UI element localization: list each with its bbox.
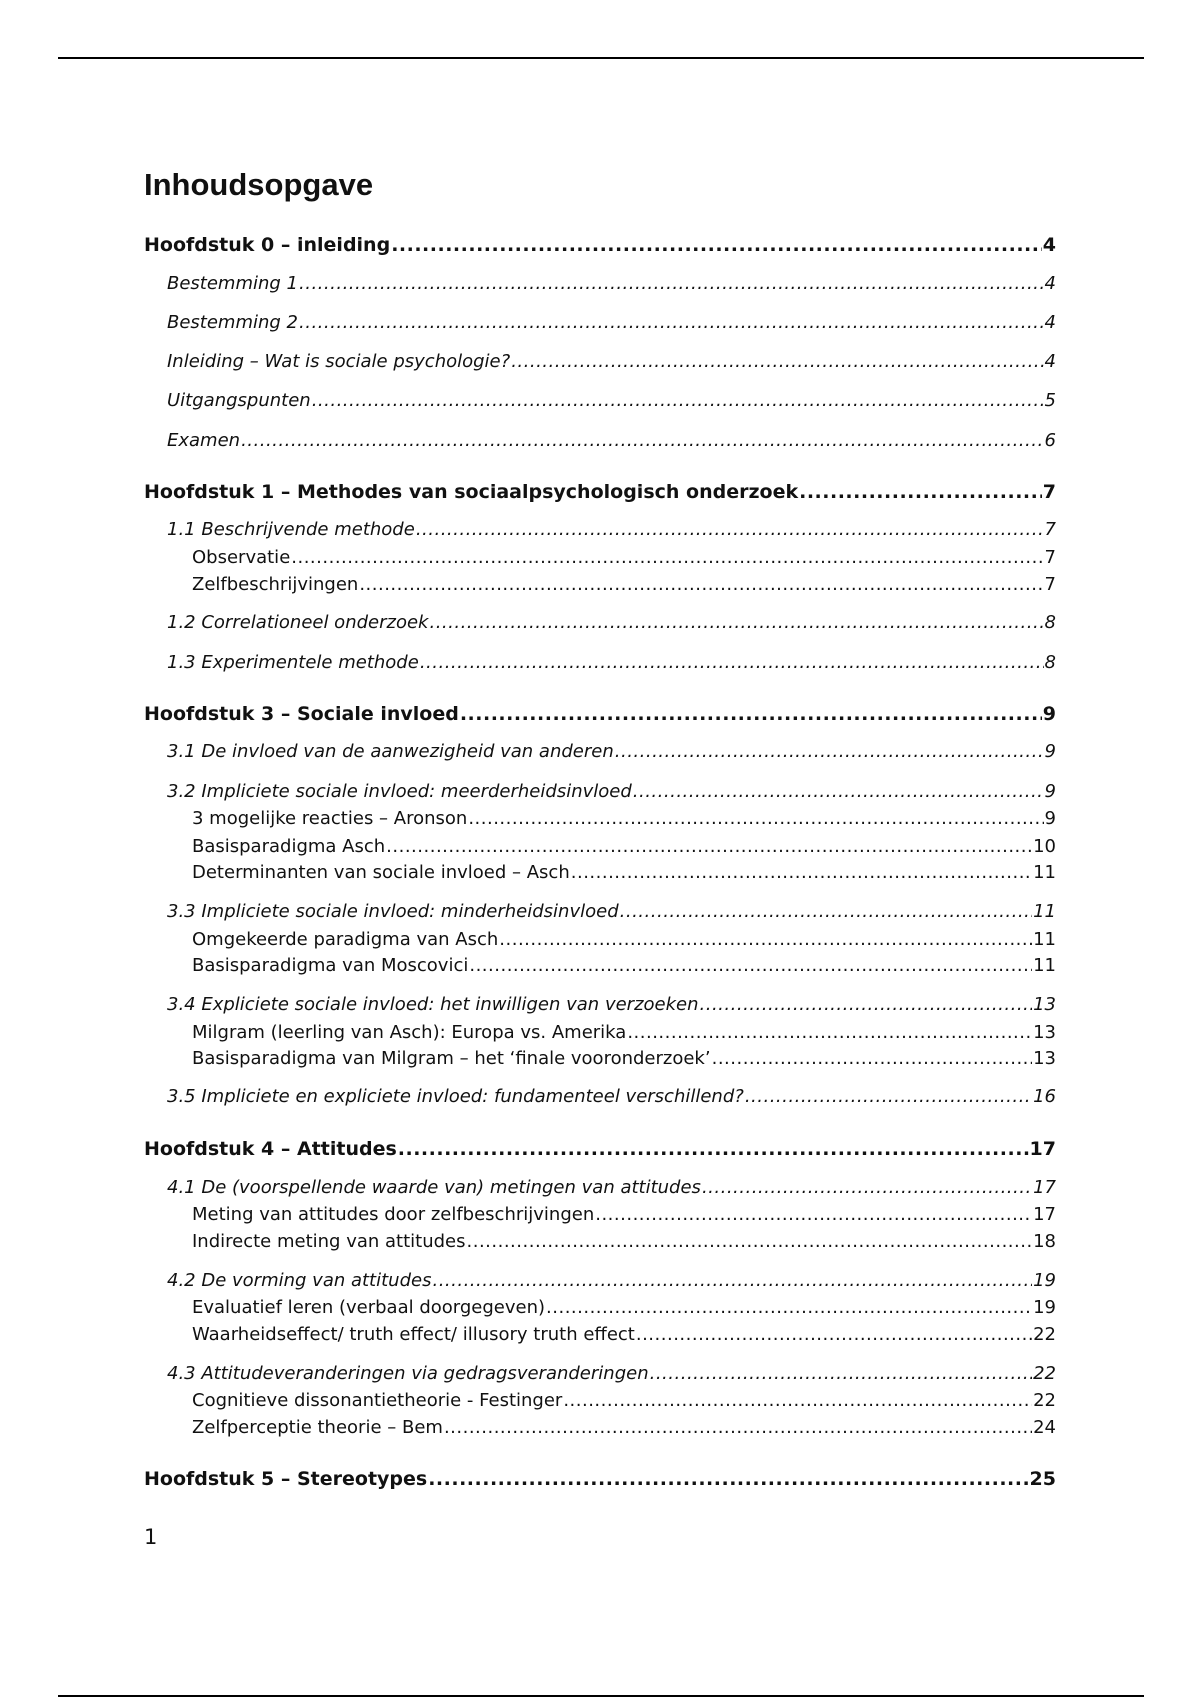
toc-section[interactable] <box>167 429 1056 453</box>
toc-chapter[interactable] <box>144 702 1056 726</box>
toc-entry-page: 11 <box>1033 862 1056 883</box>
toc-entry-text: Observatie <box>192 547 291 568</box>
toc-section[interactable] <box>167 1085 1056 1109</box>
toc-section[interactable] <box>167 651 1056 675</box>
toc-entry-page: 4 <box>1044 273 1056 294</box>
toc-entry-text: Basisparadigma van Moscovici <box>192 955 469 976</box>
dot-leader <box>615 740 1044 764</box>
toc-entry-text: Determinanten van sociale invloed – Asch <box>192 862 570 883</box>
toc-entry-text: 1.2 Correlationeel onderzoek <box>167 612 429 633</box>
toc-entry-text: 1.3 Experimentele methode <box>167 652 419 673</box>
toc-entry-text: Inleiding – Wat is sociale psychologie? <box>167 351 511 372</box>
toc-subsection[interactable] <box>192 1323 1056 1347</box>
dot-leader <box>429 611 1043 635</box>
toc-entry-page: 22 <box>1033 1363 1056 1384</box>
toc-entry-page: 13 <box>1033 1048 1056 1069</box>
toc-title: Inhoudsopgave <box>144 167 374 202</box>
dot-leader <box>799 480 1042 504</box>
toc-section[interactable] <box>167 1362 1056 1386</box>
toc-entry-page: 18 <box>1033 1231 1056 1252</box>
toc-entry-text: 3.5 Impliciete en expliciete invloed: fundamenteel verschillend? <box>167 1086 744 1107</box>
toc-subsection[interactable] <box>192 1021 1056 1045</box>
dot-leader <box>745 1085 1032 1109</box>
toc-entry-page: 13 <box>1033 994 1056 1015</box>
toc-entry-page: 11 <box>1033 955 1056 976</box>
dot-leader <box>460 702 1042 726</box>
dot-leader <box>633 780 1044 804</box>
footer-rule <box>58 1695 1144 1697</box>
toc-entry-page: 9 <box>1044 781 1056 802</box>
toc-entry-text: Evaluatief leren (verbaal doorgegeven) <box>192 1297 546 1318</box>
toc-entry-text: Meting van attitudes door zelfbeschrijvingen <box>192 1204 595 1225</box>
dot-leader <box>299 272 1044 296</box>
toc-section[interactable] <box>167 900 1056 924</box>
toc-chapter[interactable] <box>144 480 1056 504</box>
toc-entry-page: 8 <box>1044 612 1056 633</box>
toc-entry-page: 9 <box>1044 741 1056 762</box>
toc-entry-page: 4 <box>1044 312 1056 333</box>
toc-entry-text: Milgram (leerling van Asch): Europa vs. Amerika <box>192 1022 627 1043</box>
toc-entry-page: 4 <box>1044 351 1056 372</box>
dot-leader <box>700 993 1033 1017</box>
toc-entry-text: Examen <box>167 430 241 451</box>
toc-entry-text: Basisparadigma van Milgram – het ‘finale vooronderzoek’ <box>192 1048 711 1069</box>
dot-leader <box>359 573 1043 597</box>
dot-leader <box>391 233 1042 257</box>
toc-subsection[interactable] <box>192 573 1056 597</box>
toc-entry-text: Indirecte meting van attitudes <box>192 1231 466 1252</box>
toc-entry-text: Bestemming 2 <box>167 312 299 333</box>
toc-subsection[interactable] <box>192 928 1056 952</box>
toc-subsection[interactable] <box>192 1389 1056 1413</box>
toc-section[interactable] <box>167 350 1056 374</box>
toc-entry-page: 22 <box>1033 1390 1056 1411</box>
toc-entry-page: 11 <box>1033 901 1056 922</box>
toc-chapter[interactable] <box>144 233 1056 257</box>
toc-section[interactable] <box>167 272 1056 296</box>
dot-leader <box>299 311 1044 335</box>
toc-entry-text: 3.1 De invloed van de aanwezigheid van anderen <box>167 741 614 762</box>
toc-entry-page: 9 <box>1044 808 1056 829</box>
dot-leader <box>469 954 1032 978</box>
dot-leader <box>499 928 1032 952</box>
toc-entry-text: 3.2 Impliciete sociale invloed: meerderheidsinvloed <box>167 781 632 802</box>
toc-section[interactable] <box>167 1176 1056 1200</box>
dot-leader <box>595 1203 1032 1227</box>
toc-entry-page: 7 <box>1042 481 1056 503</box>
dot-leader <box>627 1021 1032 1045</box>
dot-leader <box>444 1416 1032 1440</box>
toc-entry-page: 9 <box>1042 703 1056 725</box>
toc-entry-text: Bestemming 1 <box>167 273 299 294</box>
dot-leader <box>241 429 1043 453</box>
header-rule <box>58 57 1144 59</box>
toc-entry-page: 5 <box>1044 390 1056 411</box>
dot-leader <box>546 1296 1032 1320</box>
toc-entry-text: 3.3 Impliciete sociale invloed: minderheidsinvloed <box>167 901 619 922</box>
dot-leader <box>712 1047 1033 1071</box>
toc-entry-text: Hoofdstuk 0 – inleiding <box>144 234 391 256</box>
toc-section[interactable] <box>167 993 1056 1017</box>
toc-entry-page: 6 <box>1044 430 1056 451</box>
toc-entry-page: 22 <box>1033 1324 1056 1345</box>
toc-entry-page: 11 <box>1033 929 1056 950</box>
toc-entry-page: 19 <box>1033 1297 1056 1318</box>
toc-subsection[interactable] <box>192 1230 1056 1254</box>
toc-entry-text: 4.3 Attitudeveranderingen via gedragsveranderingen <box>167 1363 649 1384</box>
dot-leader <box>650 1362 1032 1386</box>
dot-leader <box>467 1230 1033 1254</box>
toc-entry-text: Cognitieve dissonantietheorie - Festinger <box>192 1390 563 1411</box>
toc-entry-text: 1.1 Beschrijvende methode <box>167 519 415 540</box>
dot-leader <box>398 1137 1029 1161</box>
toc-entry-text: 3.4 Expliciete sociale invloed: het inwilligen van verzoeken <box>167 994 699 1015</box>
toc-entry-text: Hoofdstuk 1 – Methodes van sociaalpsychologisch onderzoek <box>144 481 799 503</box>
dot-leader <box>511 350 1043 374</box>
toc-entry-page: 17 <box>1029 1138 1056 1160</box>
toc-section[interactable] <box>167 1269 1056 1293</box>
toc-entry-text: Zelfperceptie theorie – Bem <box>192 1417 443 1438</box>
toc-entry-page: 19 <box>1033 1270 1056 1291</box>
toc-entry-text: Hoofdstuk 4 – Attitudes <box>144 1138 397 1160</box>
dot-leader <box>386 835 1032 859</box>
toc-entry-text: 4.2 De vorming van attitudes <box>167 1270 432 1291</box>
toc-subsection[interactable] <box>192 835 1056 859</box>
toc-entry-page: 13 <box>1033 1022 1056 1043</box>
toc-entry-page: 24 <box>1033 1417 1056 1438</box>
toc-entry-page: 7 <box>1044 519 1056 540</box>
page-number: 1 <box>144 1525 158 1549</box>
dot-leader <box>420 651 1044 675</box>
toc-entry-page: 16 <box>1033 1086 1056 1107</box>
dot-leader <box>428 1467 1028 1491</box>
dot-leader <box>432 1269 1032 1293</box>
dot-leader <box>291 546 1043 570</box>
dot-leader <box>563 1389 1032 1413</box>
toc-subsection[interactable] <box>192 1296 1056 1320</box>
toc-chapter[interactable] <box>144 1137 1056 1161</box>
dot-leader <box>312 389 1044 413</box>
toc-entry-text: Waarheidseffect/ truth effect/ illusory truth effect <box>192 1324 635 1345</box>
toc-entry-text: Hoofdstuk 3 – Sociale invloed <box>144 703 459 725</box>
toc-section[interactable] <box>167 780 1056 804</box>
toc-subsection[interactable] <box>192 1416 1056 1440</box>
toc-entry-page: 8 <box>1044 652 1056 673</box>
toc-entry-page: 4 <box>1042 234 1056 256</box>
toc-entry-text: Basisparadigma Asch <box>192 836 386 857</box>
toc-subsection[interactable] <box>192 1203 1056 1227</box>
toc-subsection[interactable] <box>192 546 1056 570</box>
dot-leader <box>636 1323 1032 1347</box>
toc-section[interactable] <box>167 389 1056 413</box>
toc-entry-text: Omgekeerde paradigma van Asch <box>192 929 499 950</box>
toc-subsection[interactable] <box>192 861 1056 885</box>
toc-entry-page: 25 <box>1029 1468 1056 1490</box>
toc-entry-page: 7 <box>1044 574 1056 595</box>
toc-section[interactable] <box>167 311 1056 335</box>
toc-chapter[interactable] <box>144 1467 1056 1491</box>
toc-section[interactable] <box>167 611 1056 635</box>
toc-subsection[interactable] <box>192 1047 1056 1071</box>
dot-leader <box>571 861 1032 885</box>
toc-entry-text: Uitgangspunten <box>167 390 311 411</box>
toc-section[interactable] <box>167 518 1056 542</box>
toc-entry-text: 4.1 De (voorspellende waarde van) metingen van attitudes <box>167 1177 701 1198</box>
toc-entry-page: 7 <box>1044 547 1056 568</box>
toc-section[interactable] <box>167 740 1056 764</box>
dot-leader <box>468 807 1043 831</box>
dot-leader <box>620 900 1032 924</box>
toc-entry-text: Hoofdstuk 5 – Stereotypes <box>144 1468 428 1490</box>
toc-entry-page: 17 <box>1033 1177 1056 1198</box>
toc-entry-page: 17 <box>1033 1204 1056 1225</box>
toc-entry-text: 3 mogelijke reacties – Aronson <box>192 808 468 829</box>
toc-entry-page: 10 <box>1033 836 1056 857</box>
toc-entry-text: Zelfbeschrijvingen <box>192 574 359 595</box>
toc-subsection[interactable] <box>192 807 1056 831</box>
dot-leader <box>702 1176 1032 1200</box>
dot-leader <box>416 518 1044 542</box>
toc-subsection[interactable] <box>192 954 1056 978</box>
